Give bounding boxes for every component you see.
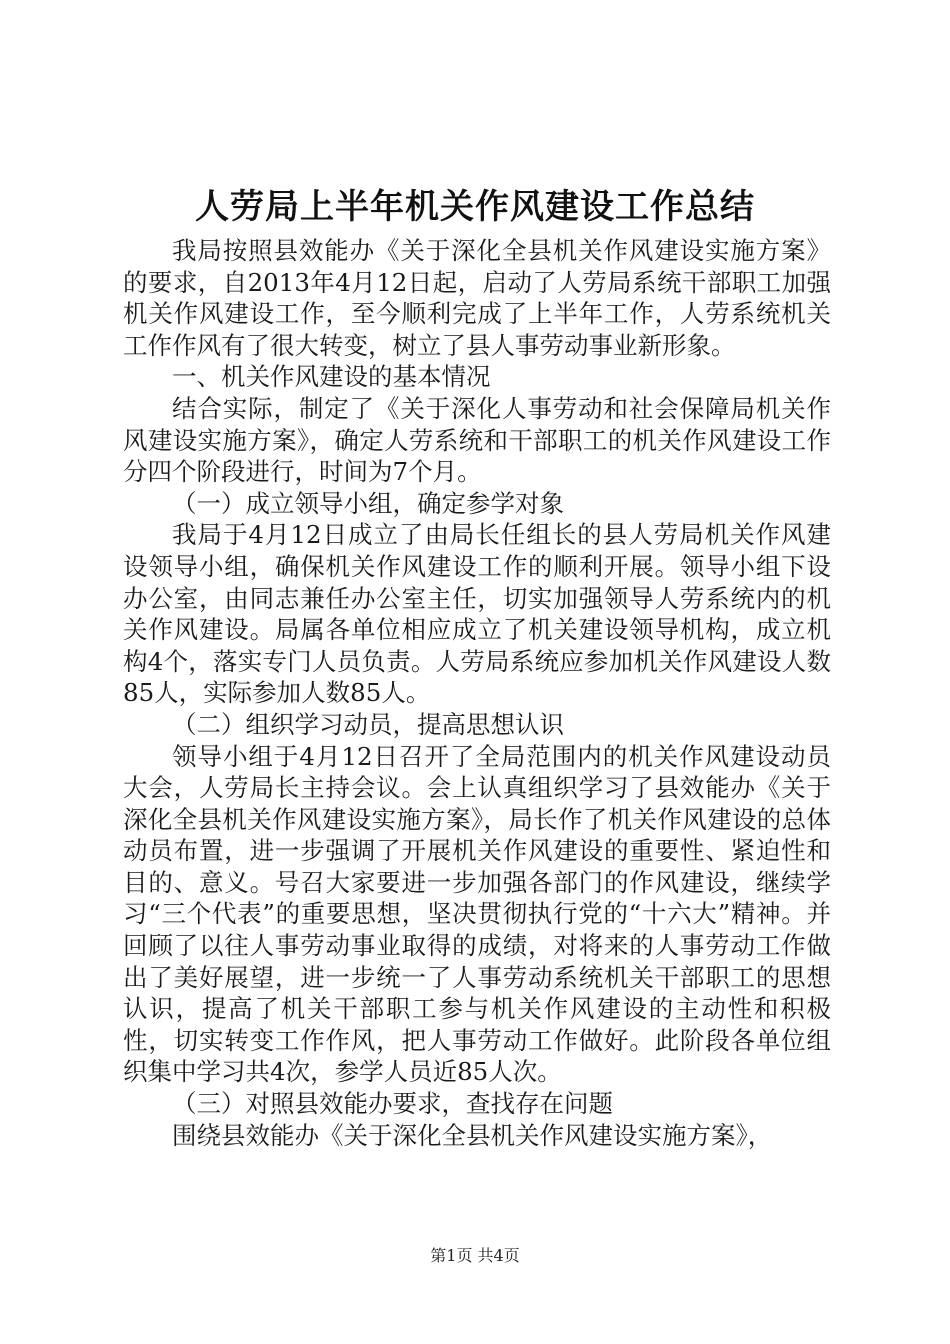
subsection-3-paragraph: 围绕县效能办《关于深化全县机关作风建设实施方案》， <box>172 1120 773 1150</box>
subsection-heading-3: （三）对照县效能办要求，查找存在问题 <box>172 1089 613 1119</box>
subsection-heading-1: （一）成立领导小组，确定参学对象 <box>172 488 564 518</box>
section-1-paragraph: 结合实际，制定了《关于深化人事劳动和社会保障局机关作风建设实施方案》，确定人劳系统和干部职工的机关作风建设工作分四个阶段进行，时间为7个月。 <box>123 393 831 487</box>
document-body <box>123 235 831 1151</box>
intro-paragraph: 我局按照县效能办《关于深化全县机关作风建设实施方案》的要求，自2013年4月12日起，启动了人劳局系统干部职工加强机关作风建设工作，至今顺利完成了上半年工作，人劳系统机关工作作风有了很大转变，树立了县人事劳动事业新形象。 <box>123 236 831 360</box>
page-footer: 第1页 共4页 <box>430 1246 520 1265</box>
subsection-1-paragraph: 我局于4月12日成立了由局长任组长的县人劳局机关作风建设领导小组，确保机关作风建设工作的顺利开展。领导小组下设办公室，由同志兼任办公室主任，切实加强领导人劳系统内的机关作风建设。局属各单位相应成立了机关建设领导机构，成立机构4个，落实专门人员负责。人劳局系统应参加机关作风建设人数85人，实际参加人数85人。 <box>123 520 831 708</box>
document-title: 人劳局上半年机关作风建设工作总结 <box>195 187 755 227</box>
section-heading-1: 一、机关作风建设的基本情况 <box>172 362 491 392</box>
subsection-2-paragraph: 领导小组于4月12日召开了全局范围内的机关作风建设动员大会，人劳局长主持会议。会上认真组织学习了县效能办《关于深化全县机关作风建设实施方案》，局长作了机关作风建设的总体动员布置，进一步强调了开展机关作风建设的重要性、紧迫性和目的、意义。号召大家要进一步加强各部门的作风建设，继续学习“三个代表”的重要思想，坚决贯彻执行党的“十六大”精神。并回顾了以往人事劳动事业取得的成绩，对将来的人事劳动工作做出了美好展望，进一步统一了人事劳动系统机关干部职工的思想认识，提高了机关干部职工参与机关作风建设的主动性和积极性，切实转变工作作风，把人事劳动工作做好。此阶段各单位组织集中学习共4次，参学人员近85人次。 <box>123 741 831 1087</box>
subsection-heading-2: （二）组织学习动员，提高思想认识 <box>172 709 564 739</box>
